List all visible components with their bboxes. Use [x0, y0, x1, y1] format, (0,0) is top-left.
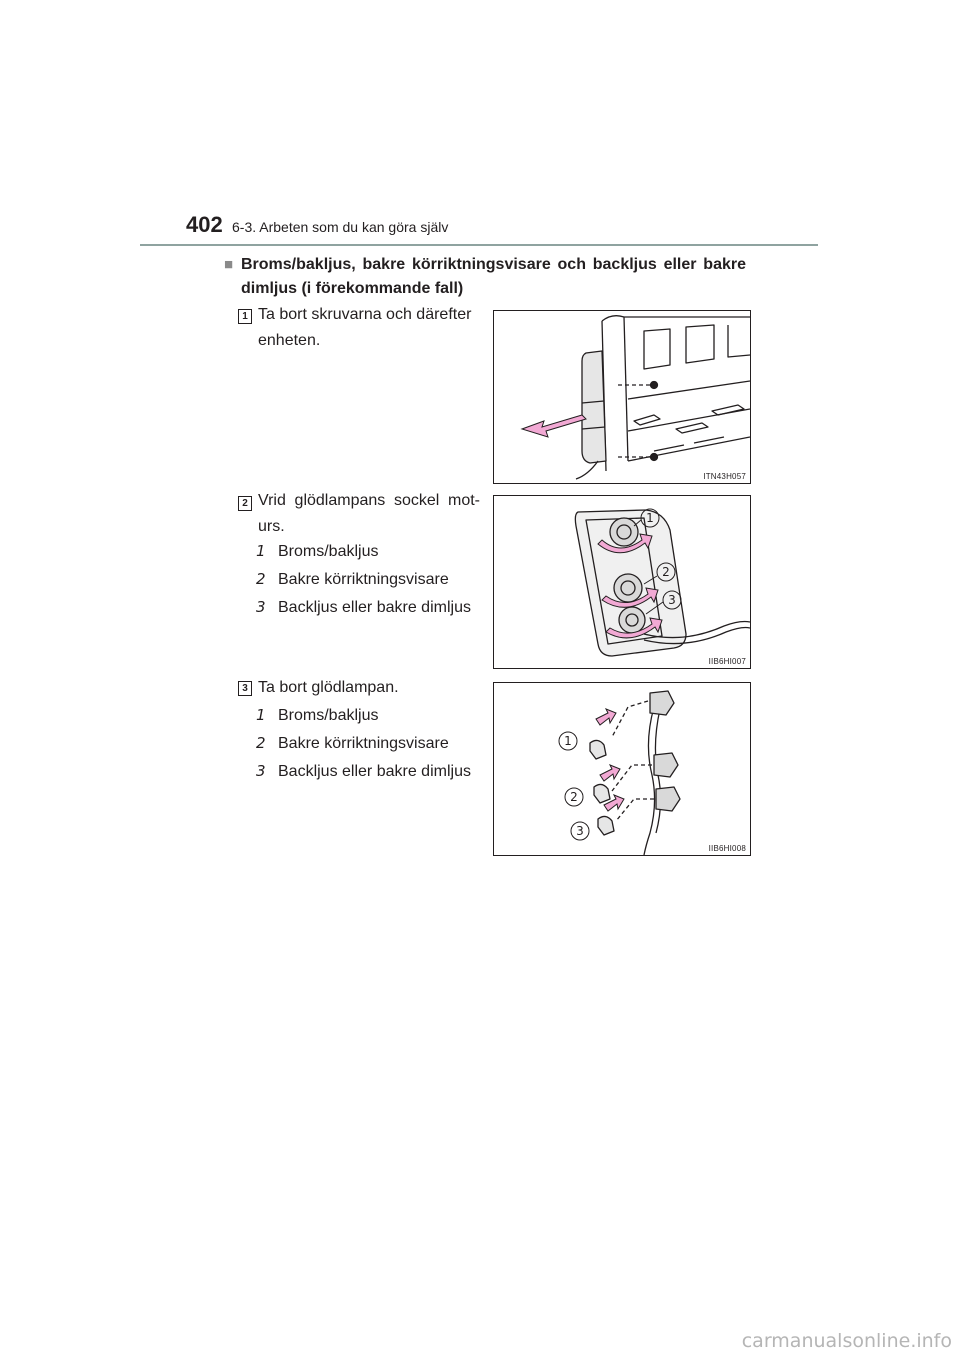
- bulb-socket-rotation-illustration: [494, 496, 750, 668]
- page-number: 402: [186, 212, 223, 237]
- figure-step-2: [493, 495, 751, 669]
- section-bullet-icon: ■: [224, 256, 234, 273]
- figure-2-callout-2: 2: [662, 565, 670, 579]
- step-1-text: Ta bort skruvarna och därefter enheten.: [258, 306, 472, 349]
- step-3-item-3: [256, 761, 471, 782]
- step-2-badge: 2: [238, 496, 252, 511]
- step-2-item-1: [256, 541, 378, 562]
- step-3-badge: 3: [238, 681, 252, 696]
- figure-step-1: [493, 310, 751, 484]
- item-label: Backljus eller bakre dimljus: [278, 763, 471, 780]
- step-3-text: Ta bort glödlampan.: [258, 679, 399, 696]
- item-label: Broms/bakljus: [278, 707, 379, 724]
- item-number: 3: [256, 598, 266, 616]
- figure-3-callout-2: 2: [570, 790, 578, 804]
- bulb-removal-illustration: [494, 683, 750, 855]
- section-heading: [224, 253, 746, 301]
- figure-step-3: [493, 682, 751, 856]
- step-2-text: Vrid glödlampans sockel mot-urs.: [258, 492, 480, 535]
- figure-2-callout-1: 1: [646, 511, 654, 525]
- item-number: 3: [256, 762, 266, 780]
- step-2-item-3: [256, 597, 471, 618]
- section-heading-text: Broms/bakljus, bakre körriktningsvisare och backljus eller bakre dimljus (i förekommande fall): [241, 256, 746, 297]
- figure-3-callout-1: 1: [564, 734, 572, 748]
- item-label: Bakre körriktningsvisare: [278, 735, 449, 752]
- chapter-title: 6-3. Arbeten som du kan göra själv: [232, 219, 449, 235]
- figure-2-code: IIB6HI007: [708, 657, 746, 666]
- watermark: carmanualsonline.info: [741, 1330, 952, 1352]
- figure-1-code: ITN43H057: [703, 472, 746, 481]
- item-number: 2: [256, 570, 266, 588]
- step-1-badge: 1: [238, 309, 252, 324]
- step-2-item-2: [256, 569, 449, 590]
- step-3-item-2: [256, 733, 449, 754]
- figure-3-callout-3: 3: [576, 824, 584, 838]
- figure-2-callout-3: 3: [668, 593, 676, 607]
- figure-3-code: IIB6HI008: [708, 844, 746, 853]
- item-number: 1: [256, 706, 266, 724]
- item-label: Bakre körriktningsvisare: [278, 571, 449, 588]
- tail-lamp-removal-illustration: [494, 311, 750, 483]
- step-3-item-1: [256, 705, 378, 726]
- item-label: Backljus eller bakre dimljus: [278, 599, 471, 616]
- item-number: 2: [256, 734, 266, 752]
- header-rule: [140, 244, 818, 246]
- item-number: 1: [256, 542, 266, 560]
- item-label: Broms/bakljus: [278, 543, 379, 560]
